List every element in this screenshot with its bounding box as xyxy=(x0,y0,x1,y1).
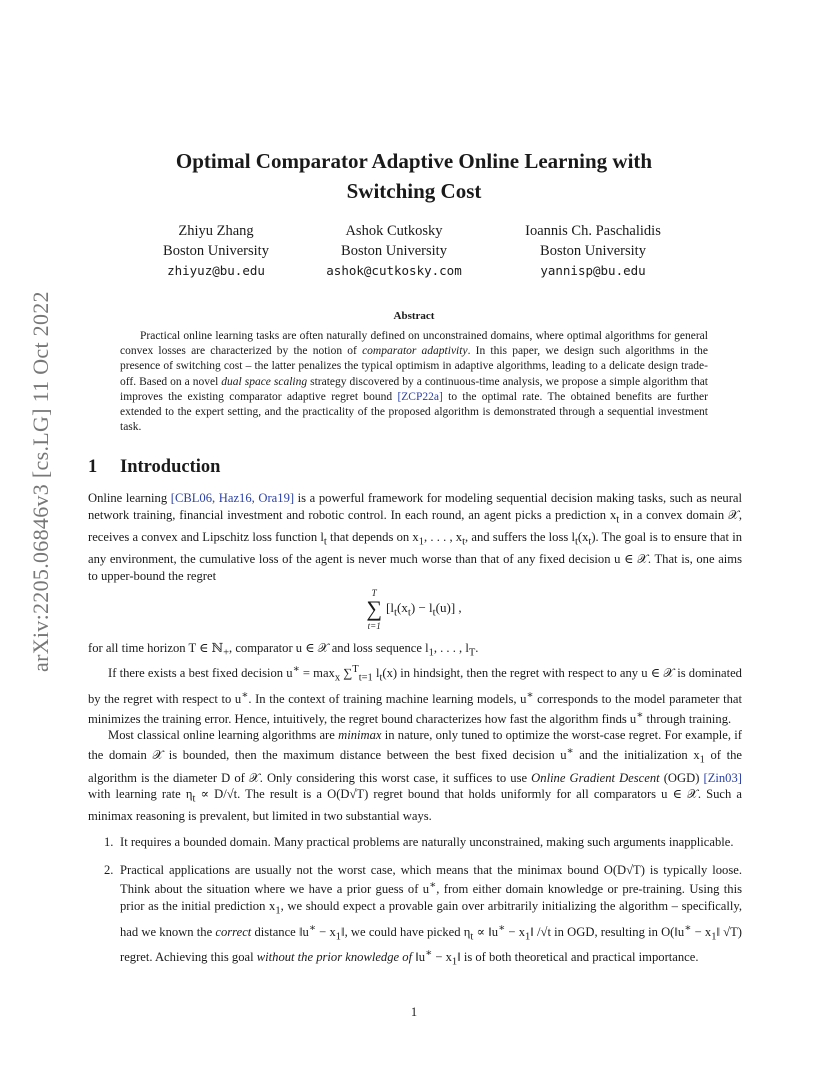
paragraph: for all time horizon T ∈ ℕ$_+$, comparator u ∈ 𝒳 and loss sequence $l_1$, . . . , $l_T$. If there exists a best fixed decision $u^∗ = \max_x \sum^T_{t=1}$ $l_t(x)$ in hindsight, then the regret with respect to any u ∈ 𝒳 is dominated by the regret with respect to u∗. In the context of training machine learning models, u∗ corresponds to the model parameter that minimizes the training error. Hence, intuitively, the regret bound characterizes how fast the algorithm finds u∗ through training. Most classical online learning algorithms are minimax in nature, only tuned to optimize the worst-case regret. For example, if the domain 𝒳 is bounded, then the maximum distance between the best fixed decision u∗ and the initialization $x_1$ of the algorithm is the diameter D of 𝒳. Only considering this worst case, it suffices to use Online Gradient Descent (OGD) [Zin03] with learning rate $\eta_t \propto D/√t$. The result is a O(D√T) regret bound that holds uniformly for all comparators u ∈ 𝒳. Such a minimax reasoning is prevalent, but limited in two substantial ways. xyxy=(88,641,742,824)
numbered-list xyxy=(88,834,742,982)
citation-link[interactable]: [CBL06, Haz16, Ora19] xyxy=(170,491,295,505)
title-line-1: Optimal Comparator Adaptive Online Learning with xyxy=(175,149,653,173)
paper-title xyxy=(0,146,828,206)
author-name: Zhiyu Zhang xyxy=(178,223,254,239)
list-number: 2. xyxy=(104,862,114,877)
section-number: 1 xyxy=(88,457,98,477)
section-heading xyxy=(88,457,220,478)
paragraph: Most classical online learning algorithms are minimax in nature, only tuned to optimize the worst-case regret. For example, if the domain 𝒳 is bounded, then the maximum distance between the best fixed decision u∗ and the initialization $x_1$ of the algorithm is the diameter D of 𝒳. Only considering this worst case, it suffices to use Online Gradient Descent (OGD) [Zin03] with learning rate $\eta_t \propto D/√t$. The result is a O(D√T) regret bound that holds uniformly for all comparators u ∈ 𝒳. Such a minimax reasoning is prevalent, but limited in two substantial ways. xyxy=(88,728,742,824)
paragraph: If there exists a best fixed decision $u^∗ = \max_x \sum^T_{t=1}$ $l_t(x)$ in hindsight, then the regret with respect to any u ∈ 𝒳 is dominated by the regret with respect to u∗. In the context of training machine learning models, u∗ corresponds to the model parameter that minimizes the training error. Hence, intuitively, the regret bound characterizes how fast the algorithm finds u∗ through training. xyxy=(88,664,742,726)
summation: T ∑ t=1 xyxy=(366,588,383,631)
author-affiliation: Boston University xyxy=(540,242,646,259)
emphasis: comparator adaptivity xyxy=(362,345,468,358)
list-item: 2. Practical applications are usually not the worst case, which means that the minimax bound O(D√T) is typically loose. Think about the situation where we have a prior guess of u∗, from either domain knowledge or pre-training. Using this prior as the initial prediction $x_1$, we should expect a provable gain over arbitrarily initializing the algorithm – specifically, had we known the correct distance ‖u∗ − $x_1‖$, we could have picked $\eta_t$ ∝ ‖u∗ − $x_1‖$ /√t in OGD, resulting in O(‖u∗ − $x_1‖$ √T) regret. Achieving this goal without the prior knowledge of ‖u∗ − $x_1‖$ is of both theoretical and practical importance. xyxy=(104,862,742,968)
author-affiliation: Boston University xyxy=(341,242,447,259)
author-email[interactable]: zhiyuz@bu.edu xyxy=(167,263,265,278)
section-title: Introduction xyxy=(120,457,221,477)
paragraph: Online learning [CBL06, Haz16, Ora19] is a powerful framework for modeling sequential decision making tasks, such as neural network training, financial investment and robotic control. In each round, an agent picks a prediction $x_t$ in a convex domain 𝒳, receives a convex and Lipschitz loss function $l_t$ that depends on $x_1$, . . . , $x_t$, and suffers the loss $l_t(x_t)$. The goal is to ensure that in any environment, the cumulative loss of the agent is never much worse than that of any fixed decision u ∈ 𝒳. That is, one aims to upper-bound the regret xyxy=(88,491,743,583)
author-block xyxy=(483,222,703,281)
author-name: Ioannis Ch. Paschalidis xyxy=(525,223,661,239)
page-number: 1 xyxy=(410,1005,418,1019)
author-name: Ashok Cutkosky xyxy=(345,223,443,239)
list-item: 1. It requires a bounded domain. Many practical problems are naturally unconstrained, making such arguments inapplicable. xyxy=(104,835,734,849)
arxiv-identifier: arXiv:2205.06846v3 [cs.LG] 11 Oct 2022 xyxy=(28,291,53,672)
citation-link[interactable]: [ZCP22a] xyxy=(397,390,443,403)
title-line-2: Switching Cost xyxy=(346,179,482,203)
author-email[interactable]: ashok@cutkosky.com xyxy=(326,263,462,278)
author-email[interactable]: yannisp@bu.edu xyxy=(540,263,646,278)
author-block xyxy=(284,222,504,281)
abstract-text: Practical online learning tasks are often naturally defined on unconstrained domains, where optimal algorithms for general convex losses are characterized by the notion of comparator adaptivity. In this paper, we design such algorithms in the presence of switching cost – the latter penalizes the typical optimism in adaptive algorithms, leading to a delicate design trade-off. Based on a novel dual space scaling strategy discovered by a continuous-time analysis, we propose a simple algorithm that improves the existing comparator adaptive regret bound [ZCP22a] to the optimal rate. The obtained benefits are further extended to the expert setting, and the practicality of the proposed algorithm is demonstrated through a sequential investment task. xyxy=(120,330,709,434)
abstract-heading: Abstract xyxy=(393,310,435,322)
emphasis: dual space scaling xyxy=(221,375,308,388)
regret-equation: T ∑ $t=1[l_t(x_t) - l_t(u)]$ , xyxy=(366,588,462,631)
list-number: 1. xyxy=(104,835,114,849)
citation-link[interactable]: [Zin03] xyxy=(703,770,742,785)
author-affiliation: Boston University xyxy=(163,242,269,259)
